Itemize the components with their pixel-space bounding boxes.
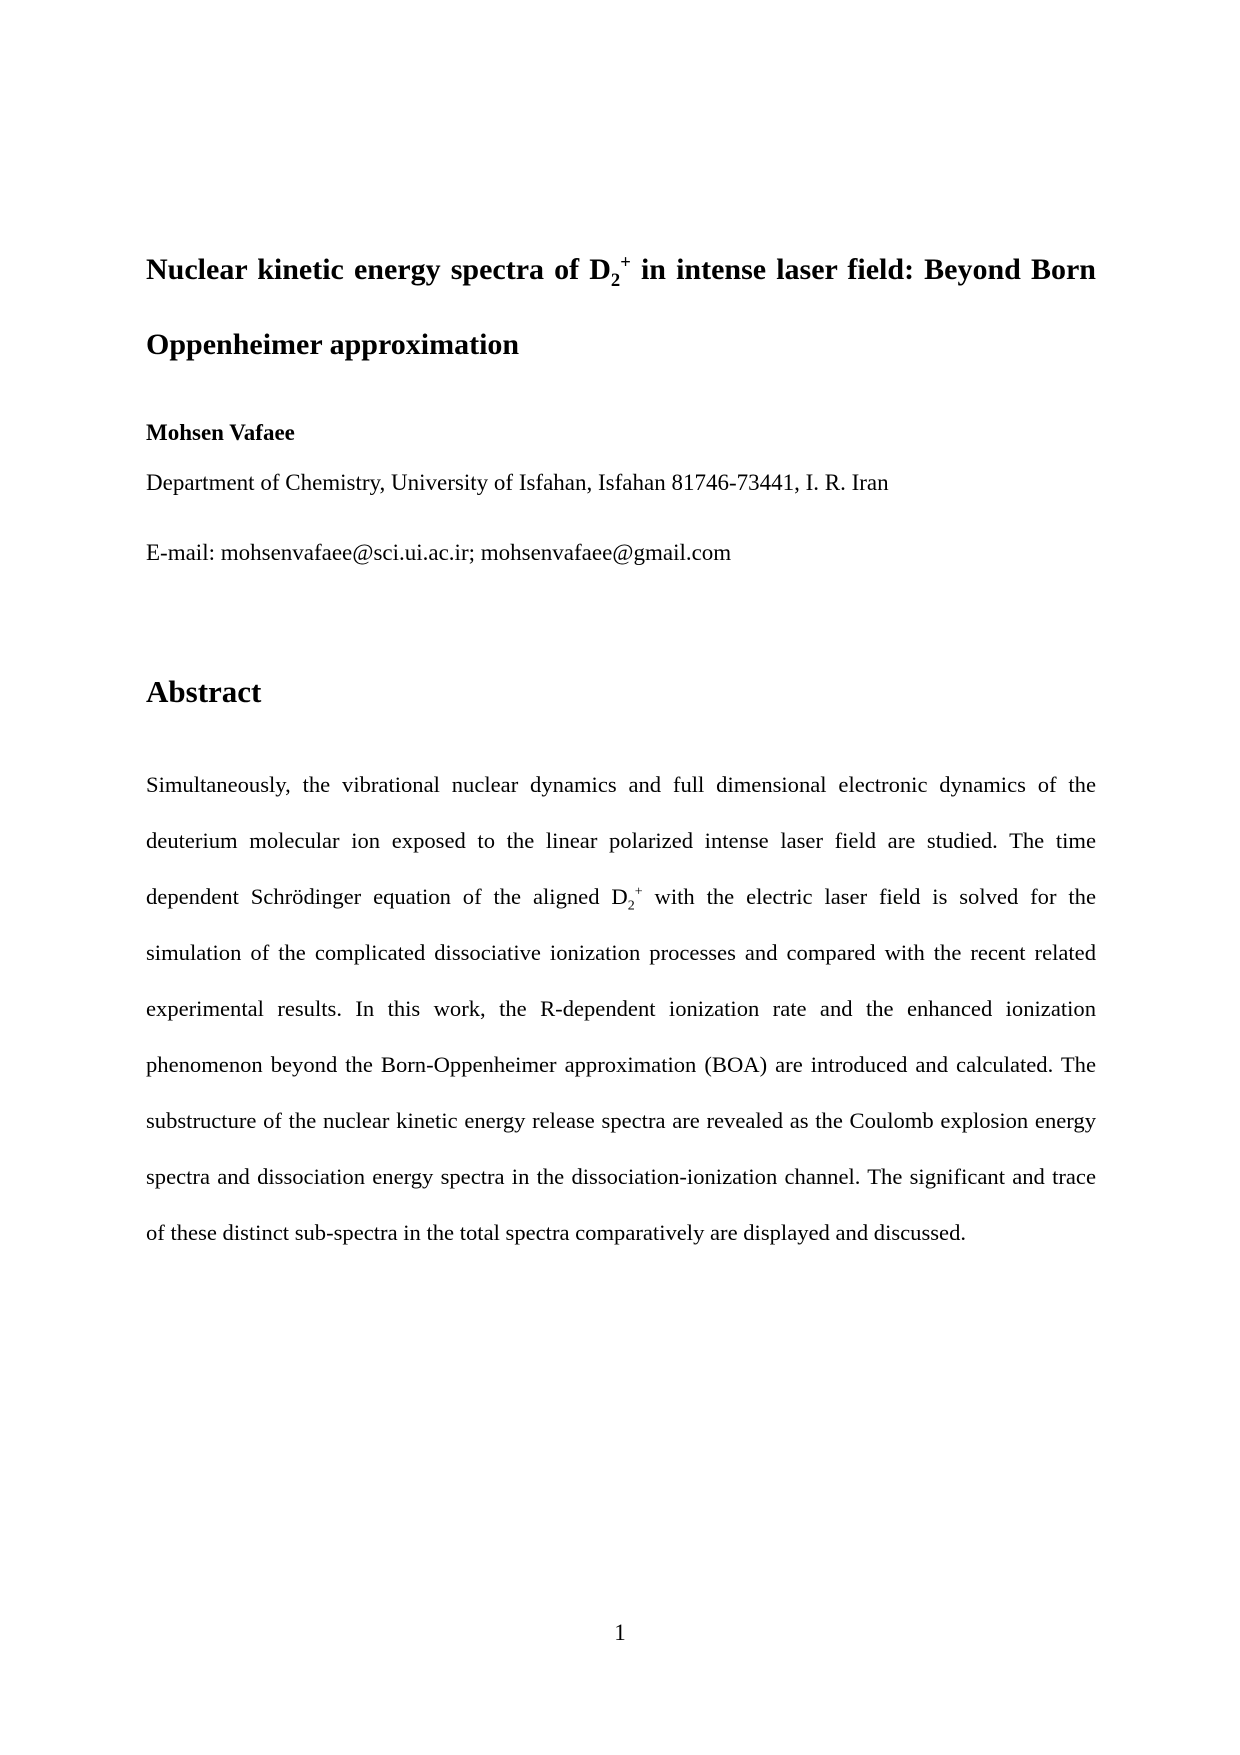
author-affiliation: Department of Chemistry, University of Isfahan, Isfahan 81746-73441, I. R. Iran: [146, 470, 889, 495]
author-name: Mohsen Vafaee: [146, 420, 295, 445]
title-superscript: +: [620, 252, 631, 273]
abstract-text-part2: with the electric laser field is solved for the simulation of the complicated dissociative ionization processes and compared with the recent related experimental results. In this work, the R-dependent ionization rate and the enhanced ionization phenomenon beyond the Born-Oppenheimer approximation (BOA) are introduced and calculated. The substructure of the nuclear kinetic energy release spectra are revealed as the Coulomb explosion energy spectra and dissociation energy spectra in the dissociation-ionization channel. The significant and trace of these distinct sub-spectra in the total spectra comparatively are displayed and discussed.: [146, 884, 1096, 1245]
abstract-heading: Abstract: [146, 674, 262, 709]
title-text-part1: Nuclear kinetic energy spectra of D: [146, 253, 611, 286]
author-email: E-mail: mohsenvafaee@sci.ui.ac.ir; mohsenvafaee@gmail.com: [146, 540, 732, 565]
page-number: 1: [614, 1620, 626, 1645]
paper-title: [146, 232, 1096, 382]
title-text-part2: in intense laser field: Beyond Born Oppenheimer approximation: [146, 253, 1096, 361]
abstract-superscript: +: [634, 884, 643, 900]
abstract-subscript: 2: [627, 898, 635, 914]
abstract-text-part1: Simultaneously, the vibrational nuclear dynamics and full dimensional electronic dynamics of the deuterium molecular ion exposed to the linear polarized intense laser field are studied. The time dependent Schrödinger equation of the aligned D: [146, 772, 1096, 909]
abstract-body: [146, 757, 1096, 1261]
title-subscript: 2: [610, 270, 621, 291]
